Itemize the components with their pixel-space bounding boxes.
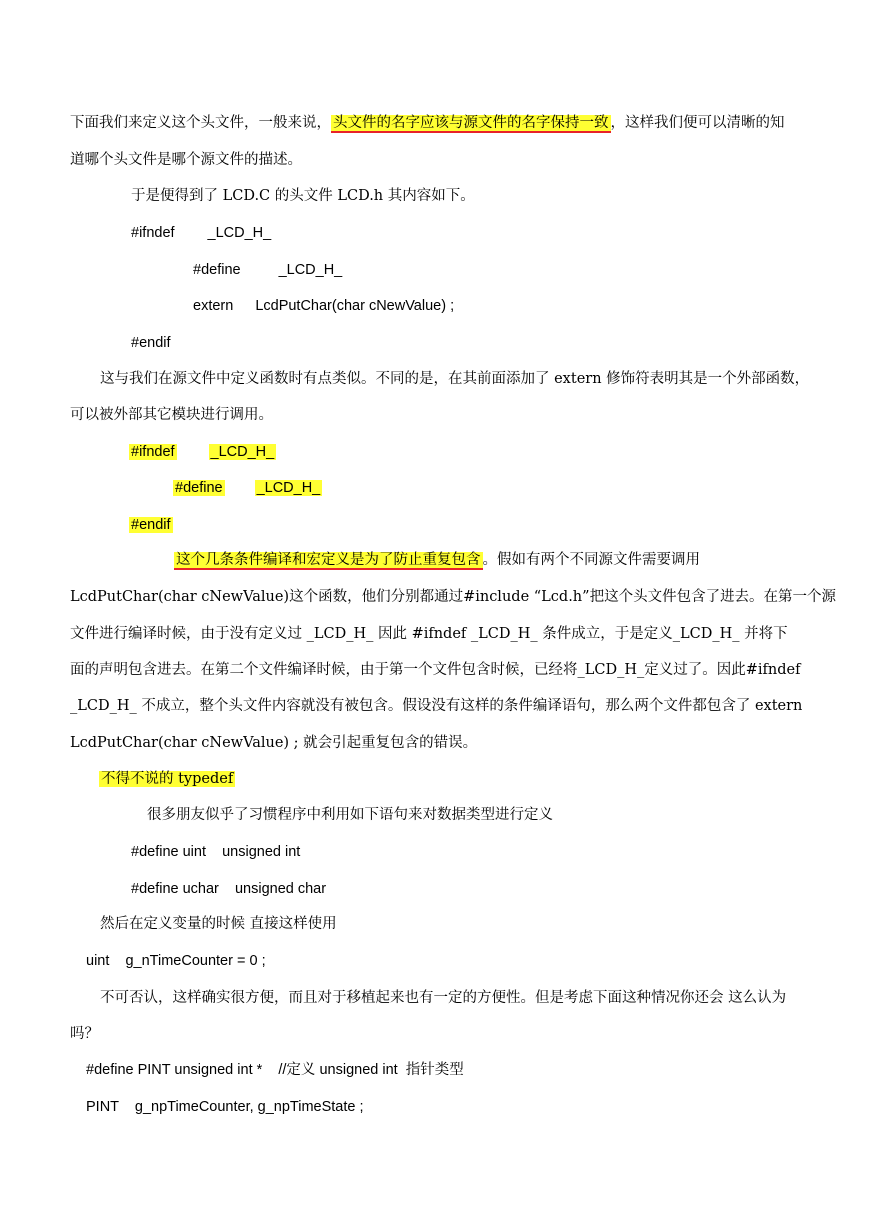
code-define-line: [193, 260, 342, 280]
paragraph-6: 然后在定义变量的时候 直接这样使用: [100, 916, 337, 932]
highlighted-keyword: #define: [175, 480, 223, 496]
code-keyword: #define: [193, 262, 241, 278]
paragraph-3-line-2: 可以被外部其它模块进行调用。: [70, 407, 273, 423]
code-pint-variables: PINT g_npTimeCounter, g_npTimeState ;: [86, 1099, 364, 1115]
paragraph-4-line-1: [174, 550, 700, 570]
code-define-pint: #define PINT unsigned int * //定义 unsigned int 指针类型: [86, 1062, 464, 1078]
highlighted-phrase: 头文件的名字应该与源文件的名字保持一致: [333, 115, 609, 131]
code-identifier: LcdPutChar(char cNewValue) ;: [255, 298, 455, 314]
highlighted-keyword: #endif: [131, 517, 171, 533]
code-define-uchar: #define uchar unsigned char: [131, 881, 327, 897]
paragraph-4-line-6: LcdPutChar(char cNewValue) ; 就会引起重复包含的错误。: [70, 735, 478, 751]
paragraph-4-line-2: LcdPutChar(char cNewValue)这个函数，他们分别都通过#include “Lcd.h”把这个头文件包含了进去。在第一个源: [70, 589, 837, 605]
code-ifndef-line: [131, 223, 271, 243]
code-keyword: extern: [193, 298, 234, 314]
paragraph-4-line-4: 面的声明包含进去。在第二个文件编译时候，由于第一个文件包含时候，已经将_LCD_H_定义过了。因此#ifndef: [70, 662, 801, 678]
paragraph-7-line-1: 不可否认，这样确实很方便，而且对于移植起来也有一定的方便性。但是考虑下面这种情况你还会 这么认为: [100, 990, 787, 1006]
section-heading: [99, 769, 235, 789]
paragraph-2: 于是便得到了 LCD.C 的头文件 LCD.h 其内容如下。: [131, 188, 475, 204]
code-identifier: _LCD_H_: [207, 225, 272, 241]
code-endif-line: #endif: [131, 335, 171, 351]
text: ，这样我们便可以清晰的知: [610, 115, 785, 131]
text: 。假如有两个不同源文件需要调用: [482, 552, 700, 568]
highlighted-keyword: #ifndef: [131, 444, 175, 460]
heading-text: 不得不说的 typedef: [101, 771, 234, 787]
highlighted-phrase: 这个几条条件编译和宏定义是为了防止重复包含: [176, 552, 481, 568]
paragraph-7-line-2: 吗？: [70, 1026, 99, 1042]
highlighted-identifier: _LCD_H_: [256, 480, 321, 496]
paragraph-1-line-2: 道哪个头文件是哪个源文件的描述。: [70, 152, 302, 168]
code-uint-variable: uint g_nTimeCounter = 0 ;: [86, 953, 266, 969]
highlighted-endif-line: [129, 515, 173, 535]
paragraph-4-line-5: _LCD_H_ 不成立，整个头文件内容就没有被包含。假设没有这样的条件编译语句，那么两个文件都包含了 extern: [70, 698, 803, 714]
code-keyword: #ifndef: [131, 225, 175, 241]
highlighted-ifndef-line: [129, 442, 276, 462]
highlighted-identifier: _LCD_H_: [210, 444, 275, 460]
highlighted-define-line: [173, 478, 322, 498]
code-define-uint: #define uint unsigned int: [131, 844, 301, 860]
paragraph-4-line-3: 文件进行编译时候，由于没有定义过 _LCD_H_ 因此 #ifndef _LCD_H_ 条件成立，于是定义_LCD_H_ 并将下: [70, 626, 788, 642]
code-identifier: _LCD_H_: [278, 262, 343, 278]
text: 下面我们来定义这个头文件，一般来说，: [70, 115, 331, 131]
paragraph-1-line-1: [70, 113, 785, 133]
paragraph-3-line-1: 这与我们在源文件中定义函数时有点类似。不同的是，在其前面添加了 extern 修饰符表明其是一个外部函数，: [100, 371, 810, 387]
paragraph-5: 很多朋友似乎了习惯程序中利用如下语句来对数据类型进行定义: [147, 807, 553, 823]
code-extern-line: [193, 296, 454, 316]
